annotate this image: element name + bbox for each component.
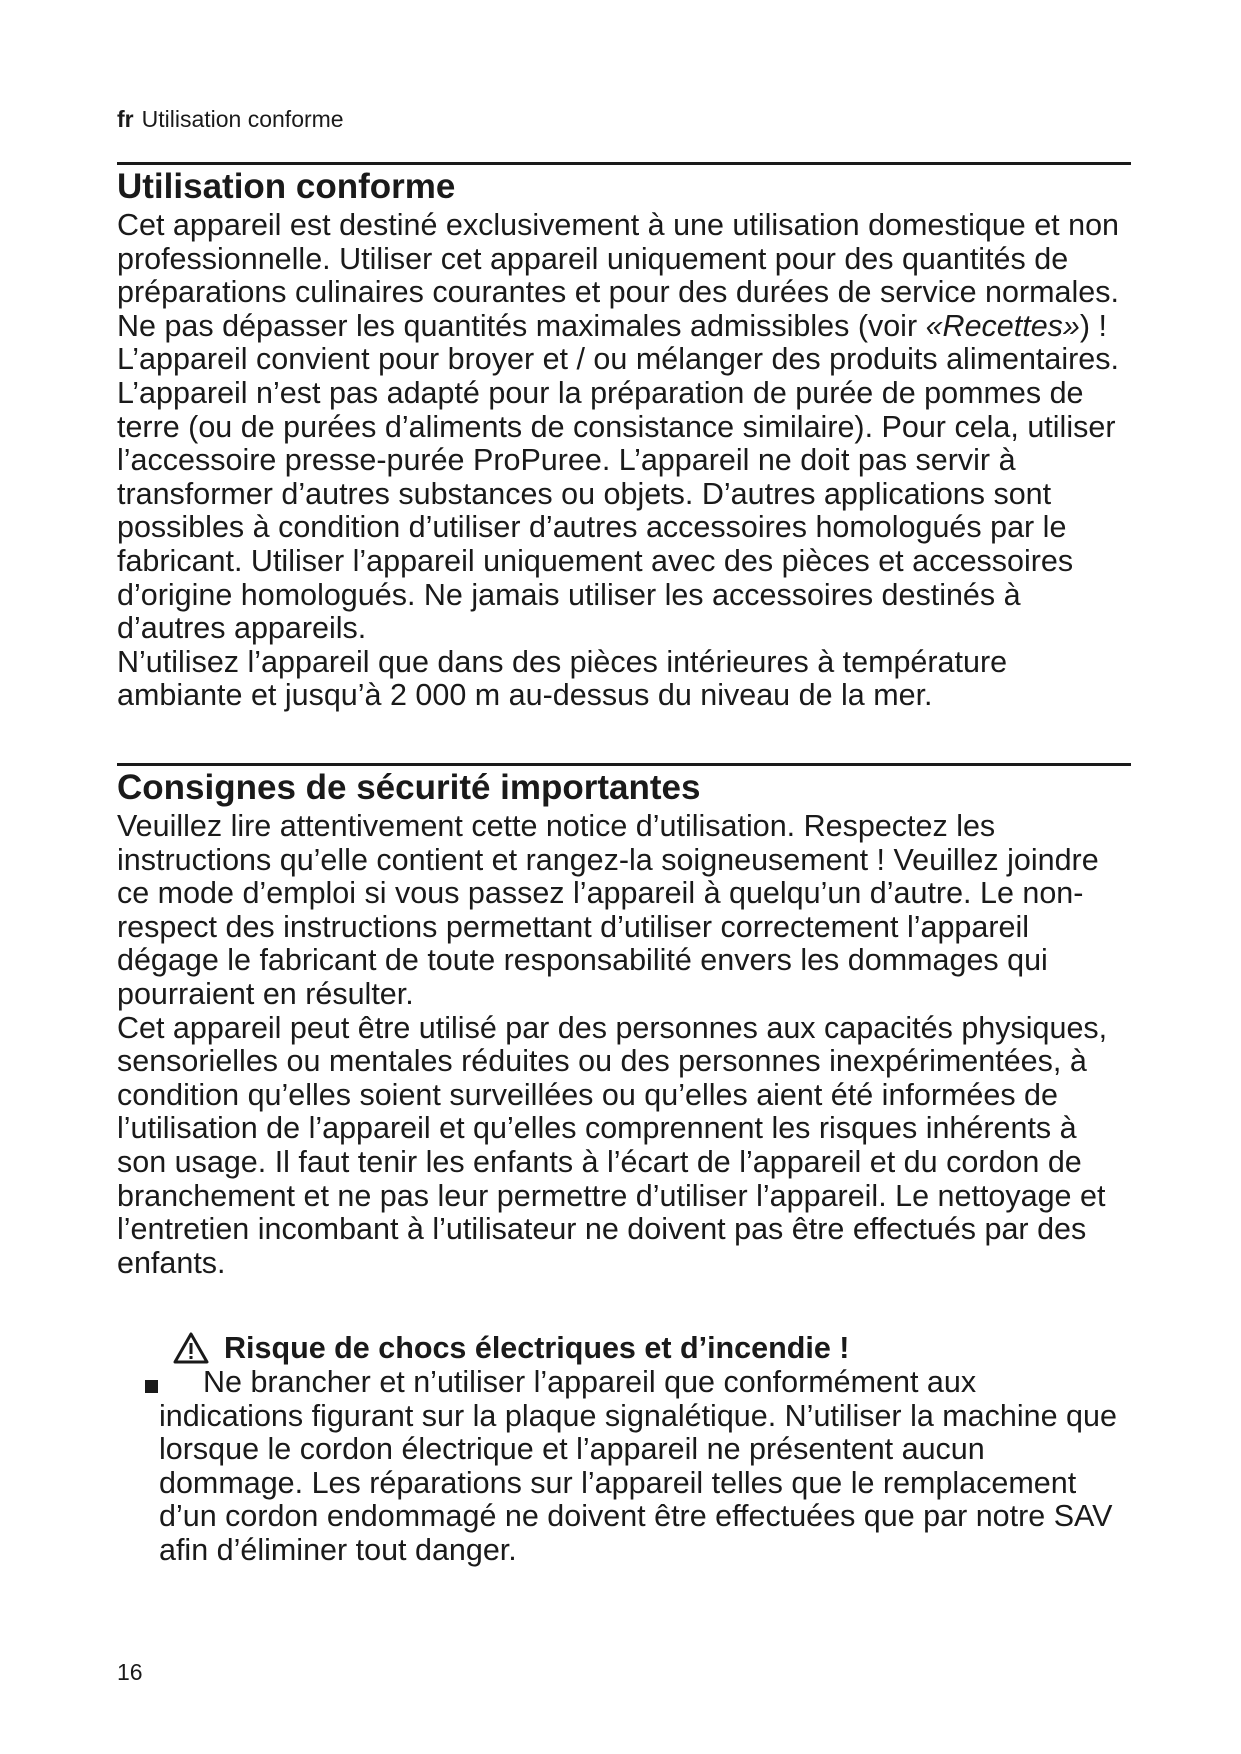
recipes-reference: «Recettes»: [925, 308, 1080, 343]
warning-title: Risque de chocs électriques et d’incendie !: [224, 1331, 850, 1365]
list-item-first-line: Ne brancher et n’utiliser l’appareil que conformément aux: [203, 1365, 977, 1399]
section-intended-use: [117, 162, 1131, 713]
page-number: 16: [117, 1659, 143, 1685]
paragraph-text: Cet appareil est destiné exclusivement à une utilisation domestique et non professionnelle. Utiliser cet appareil uniquement pour des quantités de préparations culinaires courantes et pour des durées de service normales. Ne pas dépasser les quantités maximales admissibles (voir: [117, 208, 1120, 343]
paragraph: Cet appareil peut être utilisé par des personnes aux capacités physiques, sensorielles ou mentales réduites ou des personnes inexpérimentées, à condition qu’elles soient surveillées ou qu’elles aient été informées de l’utilisation de l’appareil et qu’elles comprennent les risques inhérents à son usage. Il faut tenir les enfants à l’écart de l’appareil et du cordon de branchement et ne pas leur permettre d’utiliser l’appareil. Le nettoyage et l’entretien incombant à l’utilisateur ne doivent pas être effectués par des enfants.: [117, 1010, 1108, 1280]
section-body: [117, 209, 1131, 713]
warning-heading: [172, 1330, 849, 1366]
list-item-continuation: indications figurant sur la plaque signalétique. N’utiliser la machine que lorsque le cordon électrique et l’appareil ne présentent aucun dommage. Les réparations sur l’appareil telles que le remplacement d’un cordon endommagé ne doivent être effectuées que par notre SAV afin d’éliminer tout danger.: [159, 1398, 1117, 1567]
bullet-square-icon: [145, 1380, 158, 1393]
section-body: [117, 810, 1131, 1280]
paragraph: N’utilisez l’appareil que dans des pièces intérieures à température ambiante et jusqu’à 2 000 m au-dessus du niveau de la mer.: [117, 644, 1008, 713]
list-item-text: [145, 1366, 1125, 1568]
language-code: fr: [117, 106, 134, 132]
section-title: Consignes de sécurité importantes: [117, 768, 701, 807]
warning-triangle-icon: [172, 1331, 210, 1365]
section-safety: [117, 763, 1131, 1280]
page-header: [117, 104, 344, 134]
paragraph: [117, 209, 1131, 646]
list-item: [145, 1366, 1125, 1568]
header-section-title: Utilisation conforme: [141, 106, 344, 132]
section-title: Utilisation conforme: [117, 167, 456, 206]
paragraph: Veuillez lire attentivement cette notice d’utilisation. Respectez les instructions qu’elle contient et rangez-la soigneusement ! Veuillez joindre ce mode d’emploi si vous passez l’appareil à quelqu’un d’autre. Le non-respect des instructions permettant d’utiliser correctement l’appareil dégage le fabricant de toute responsabilité envers les dommages qui pourraient en résulter.: [117, 809, 1099, 1011]
paragraph-text: ) ! L’appareil convient pour broyer et / ou mélanger des produits alimentaires. L’appareil n’est pas adapté pour la préparation de purée de pommes de terre (ou de purées d’aliments de consistance similaire). Pour cela, utiliser l’accessoire presse-purée ProPuree. L’appareil ne doit pas servir à transformer d’autres substances ou objets. D’autres applications sont possibles à condition d’utiliser d’autres accessoires homologués par le fabricant. Utiliser l’appareil uniquement avec des pièces et accessoires d’origine homologués. Ne jamais utiliser les accessoires destinés à d’autres appareils.: [117, 308, 1119, 646]
